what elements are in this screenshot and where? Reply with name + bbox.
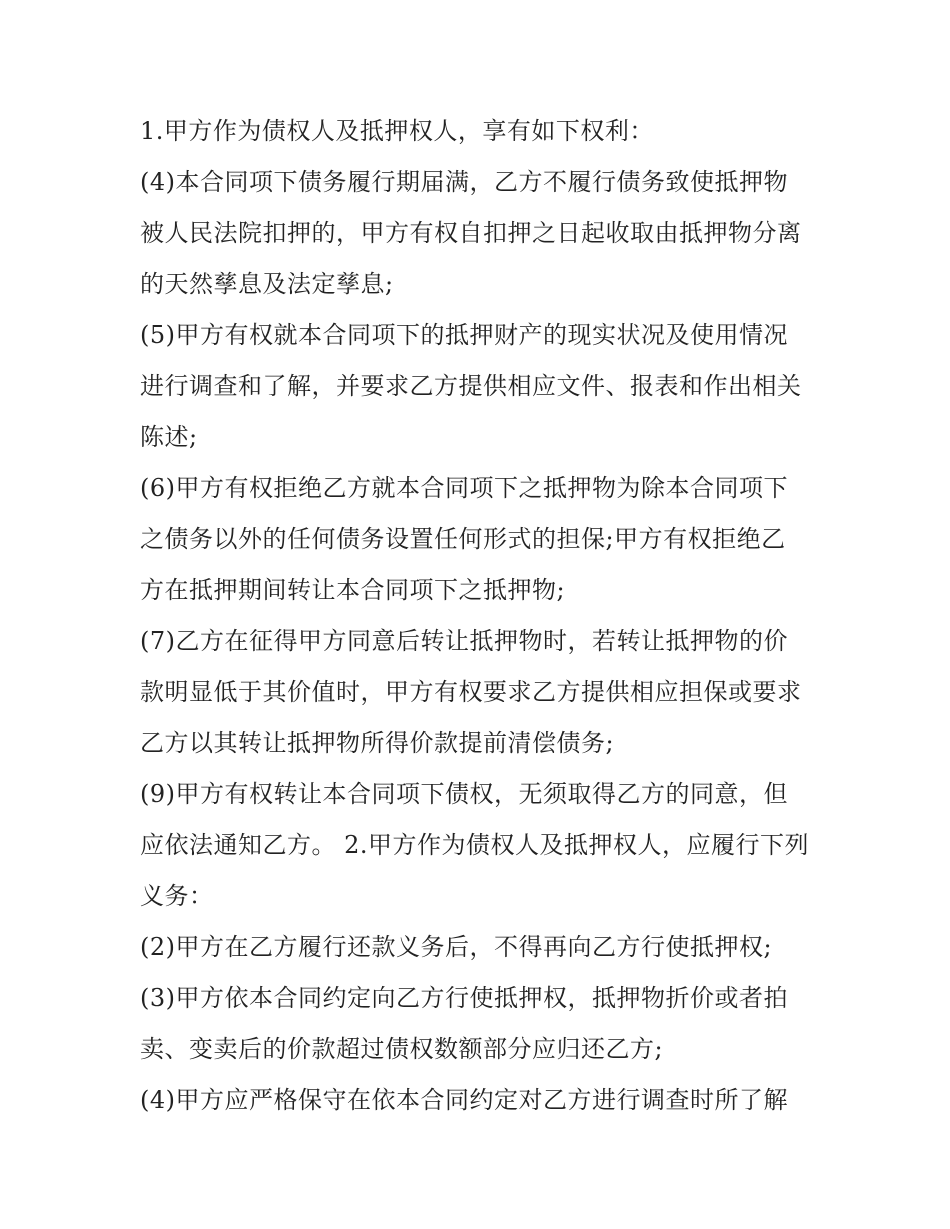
text-line: 的天然孳息及法定孳息; <box>140 270 394 298</box>
document-body <box>140 106 820 1126</box>
text-line: 义务： <box>140 882 214 910</box>
text-line: (5)甲方有权就本合同项下的抵押财产的现实状况及使用情况 <box>140 321 788 349</box>
text-line: (9)甲方有权转让本合同项下债权，无须取得乙方的同意，但 <box>140 780 788 808</box>
text-line: (2)甲方在乙方履行还款义务后，不得再向乙方行使抵押权; <box>140 933 773 961</box>
text-line: 被人民法院扣押的，甲方有权自扣押之日起收取由抵押物分离 <box>140 219 802 247</box>
text-line: 之债务以外的任何债务设置任何形式的担保;甲方有权拒绝乙 <box>140 525 786 553</box>
text-line: (6)甲方有权拒绝乙方就本合同项下之抵押物为除本合同项下 <box>140 474 788 502</box>
text-line: 进行调查和了解，并要求乙方提供相应文件、报表和作出相关 <box>140 372 802 400</box>
text-line: 乙方以其转让抵押物所得价款提前清偿债务; <box>140 729 615 757</box>
text-line: 款明显低于其价值时，甲方有权要求乙方提供相应担保或要求 <box>140 678 802 706</box>
text-line: 1.甲方作为债权人及抵押权人，享有如下权利： <box>140 117 654 145</box>
text-line: 应依法通知乙方。 2.甲方作为债权人及抵押权人，应履行下列 <box>140 831 810 859</box>
text-line: (7)乙方在征得甲方同意后转让抵押物时，若转让抵押物的价 <box>140 627 788 655</box>
text-line: (3)甲方依本合同约定向乙方行使抵押权，抵押物折价或者拍 <box>140 984 788 1012</box>
text-line: 卖、变卖后的价款超过债权数额部分应归还乙方; <box>140 1035 664 1063</box>
text-line: (4)本合同项下债务履行期届满，乙方不履行债务致使抵押物 <box>140 168 788 196</box>
text-line: 方在抵押期间转让本合同项下之抵押物; <box>140 576 566 604</box>
text-line: 陈述; <box>140 423 198 451</box>
text-line: (4)甲方应严格保守在依本合同约定对乙方进行调查时所了解 <box>140 1086 788 1114</box>
